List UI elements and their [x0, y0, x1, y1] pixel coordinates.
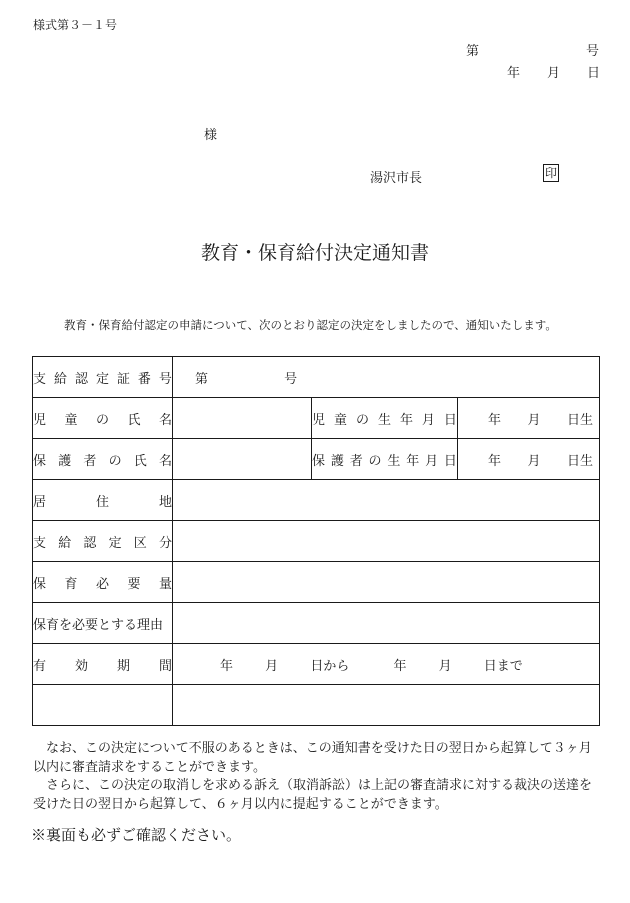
validity-from-day: 日から: [310, 658, 350, 674]
doc-number-prefix: 第: [466, 44, 480, 59]
seal-mark: 印: [545, 166, 558, 180]
table-row: [33, 685, 600, 726]
table-row: [33, 562, 600, 603]
child-birth-label-text: 児 童 の 生 年 月 日: [312, 412, 457, 428]
guardian-name-value[interactable]: [173, 439, 312, 480]
guardian-name-label-text: 保 護 者 の 氏 名: [33, 453, 172, 469]
care-amount-label-text: 保 育 必 要 量: [33, 576, 172, 592]
child-birth-label: [312, 398, 458, 439]
guardian-birth-label-text: 保 護 者 の 生 年 月 日: [312, 453, 457, 469]
date-year: 年: [507, 66, 521, 81]
cert-number-label: [33, 357, 173, 398]
category-label-text: 支 給 認 定 区 分: [33, 535, 172, 551]
table-row: [33, 644, 600, 685]
table-row: [33, 398, 600, 439]
cert-number-suffix: 号: [284, 371, 298, 387]
address-label: [33, 480, 173, 521]
form-number: 様式第３－１号: [33, 18, 118, 32]
child-birth-day: 日生: [567, 412, 594, 428]
appeal-note: なお、この決定について不服のあるときは、この通知書を受けた日の翌日から起算して３ヶ月以内に審査請求をすることができます。: [33, 741, 592, 775]
table-row: [33, 480, 600, 521]
cert-number-prefix: 第: [195, 371, 209, 387]
category-label: [33, 521, 173, 562]
address-value[interactable]: [173, 480, 600, 521]
validity-to-day: 日まで: [483, 658, 523, 674]
table-row: [33, 603, 600, 644]
validity-to-year: 年: [393, 658, 407, 674]
guardian-birth-day: 日生: [567, 453, 594, 469]
document-title: 教育・保育給付決定通知書: [200, 242, 429, 264]
validity-to-month: 月: [438, 658, 452, 674]
address-label-text: 居 住 地: [33, 494, 172, 510]
intro-text: 教育・保育給付認定の申請について、次のとおり認定の決定をしましたので、通知いたします。: [64, 318, 557, 332]
validity-label: [33, 644, 173, 685]
guardian-birth-month: 月: [527, 453, 541, 469]
guardian-name-label: [33, 439, 173, 480]
certification-table: [32, 356, 600, 726]
child-name-label: [33, 398, 173, 439]
validity-label-text: 有 効 期 間: [33, 658, 172, 674]
child-birth-value[interactable]: [458, 398, 600, 439]
validity-value[interactable]: [173, 644, 600, 685]
child-name-value[interactable]: [173, 398, 312, 439]
care-amount-value[interactable]: [173, 562, 600, 603]
confirm-back-notice: ※裏面も必ずご確認ください。: [31, 826, 242, 844]
table-row: [33, 521, 600, 562]
table-row: [33, 357, 600, 398]
blank-value[interactable]: [173, 685, 600, 726]
category-value[interactable]: [173, 521, 600, 562]
guardian-birth-label: [312, 439, 458, 480]
doc-number-suffix: 号: [586, 44, 600, 59]
child-name-label-text: 児 童 の 氏 名: [33, 412, 172, 428]
guardian-birth-value[interactable]: [458, 439, 600, 480]
date-day: 日: [587, 66, 601, 81]
reason-label: 保育を必要とする理由: [33, 603, 173, 644]
date-month: 月: [547, 66, 561, 81]
child-birth-year: 年: [488, 412, 502, 428]
reason-value[interactable]: [173, 603, 600, 644]
validity-from-month: 月: [265, 658, 279, 674]
blank-label: [33, 685, 173, 726]
table-row: [33, 439, 600, 480]
addressee-honorific: 様: [204, 128, 218, 143]
care-amount-label: [33, 562, 173, 603]
child-birth-month: 月: [527, 412, 541, 428]
issuer-name: 湯沢市長: [370, 171, 423, 186]
cert-number-value[interactable]: [173, 357, 600, 398]
cert-number-label-text: 支 給 認 定 証 番 号: [33, 371, 172, 387]
validity-from-year: 年: [220, 658, 234, 674]
guardian-birth-year: 年: [488, 453, 502, 469]
lawsuit-note: さらに、この決定の取消しを求める訴え（取消訴訟）は上記の審査請求に対する裁決の送達を受けた日の翌日から起算して、６ヶ月以内に提起することができます。: [33, 778, 593, 812]
